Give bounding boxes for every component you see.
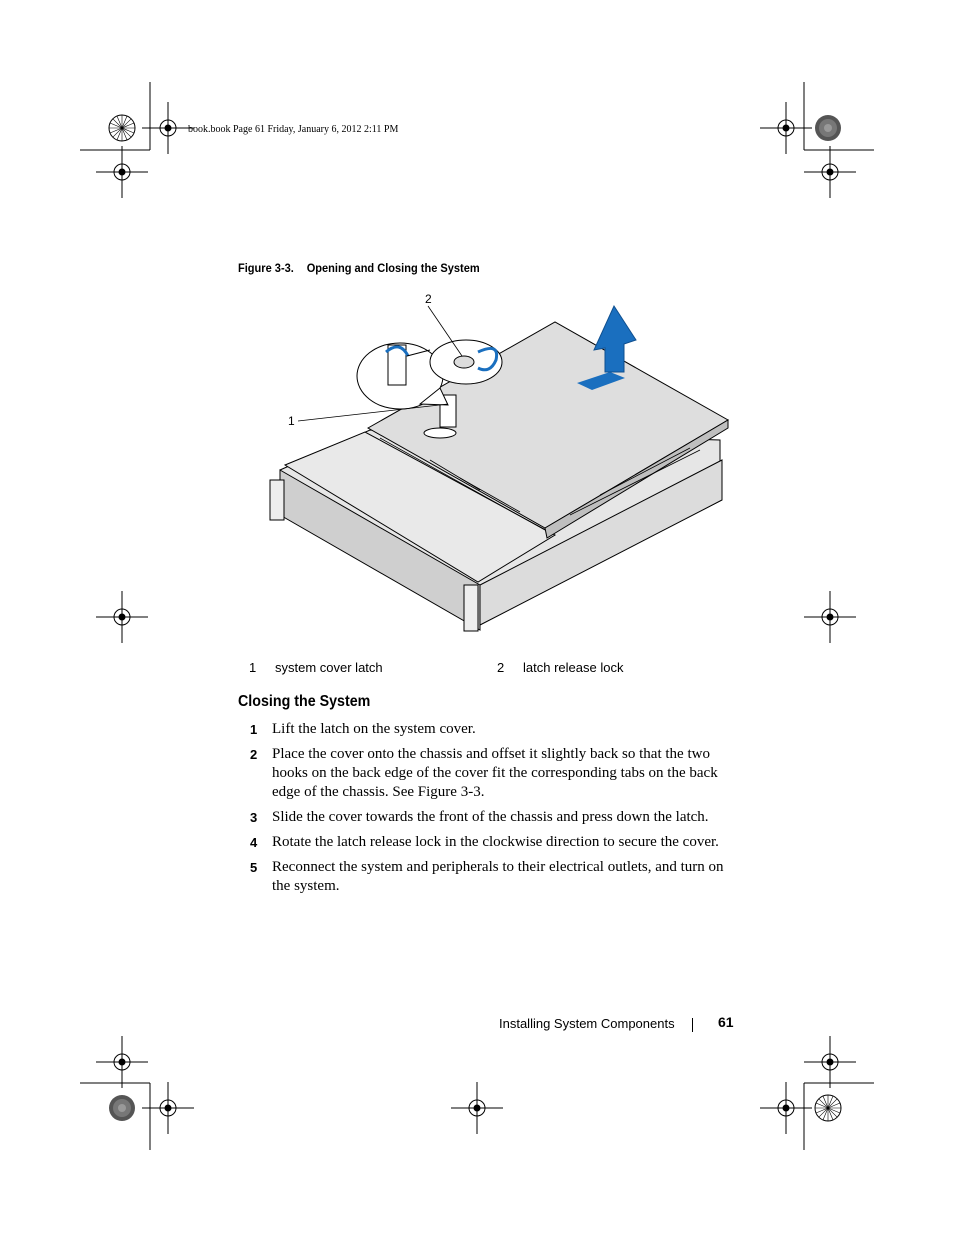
step-number: 2 — [250, 747, 258, 762]
step-number: 4 — [250, 835, 258, 850]
step-text: Place the cover onto the chassis and offset it slightly back so that the two hooks on the back edge of the cover fit the corresponding tabs on the back edge of the chassis. See Figure 3-3. — [272, 746, 718, 800]
footer-divider — [692, 1018, 693, 1032]
step-item — [250, 808, 740, 827]
step-text: Rotate the latch release lock in the clockwise direction to secure the cover. — [272, 834, 719, 850]
step-item — [250, 745, 740, 802]
legend-number: 1 — [249, 660, 257, 675]
print-slug: book.book Page 61 Friday, January 6, 2012 2:11 PM — [188, 124, 399, 135]
step-item — [250, 833, 740, 852]
front-handle-right — [464, 585, 478, 631]
step-text: Reconnect the system and peripherals to their electrical outlets, and turn on the system. — [272, 859, 724, 894]
footer-chapter: Installing System Components — [499, 1016, 675, 1031]
step-text: Slide the cover towards the front of the chassis and press down the latch. — [272, 809, 709, 825]
section-heading: Closing the System — [238, 693, 371, 710]
step-item — [250, 858, 740, 896]
step-item — [250, 720, 740, 739]
step-number: 3 — [250, 810, 258, 825]
step-number: 5 — [250, 860, 258, 875]
callout-number-2: 2 — [425, 292, 432, 306]
steps-list — [250, 720, 740, 902]
legend-text: latch release lock — [523, 660, 624, 675]
callout-number-1: 1 — [288, 414, 295, 428]
legend-text: system cover latch — [275, 660, 383, 675]
front-handle-left — [270, 480, 284, 520]
step-text: Lift the latch on the system cover. — [272, 721, 476, 737]
step-number: 1 — [250, 722, 258, 737]
legend-number: 2 — [497, 660, 505, 675]
figure-label: Figure 3-3. — [238, 261, 294, 275]
page-number: 61 — [718, 1014, 734, 1030]
figure-caption — [238, 261, 480, 275]
figure-title: Opening and Closing the System — [306, 261, 480, 275]
